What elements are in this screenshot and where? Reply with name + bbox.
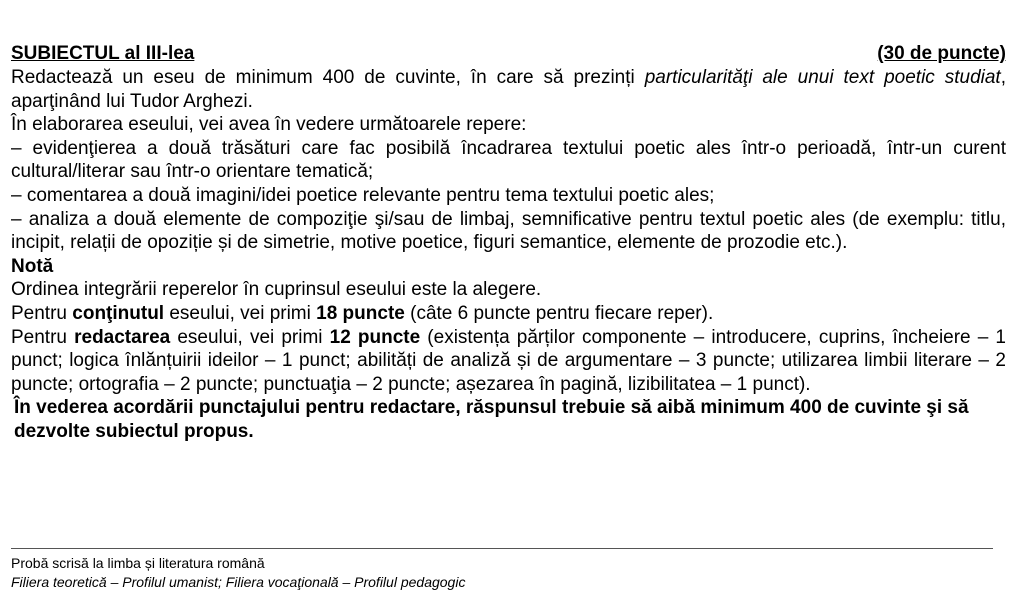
writing-scoring-points: 12 puncte xyxy=(329,326,421,348)
subject-points: (30 de puncte) xyxy=(877,43,1006,64)
page-footer xyxy=(11,548,993,592)
final-requirement: În vederea acordării punctajului pentru redactare, răspunsul trebuie să aibă minimum 400 de cuvinte şi să dezvolte subiectul propus. xyxy=(14,397,969,442)
exam-subject-section xyxy=(11,42,1006,444)
task-paragraph xyxy=(11,66,1006,113)
footer-exam-name: Probă scrisă la limba și literatura română xyxy=(11,555,265,571)
task-text-start: Redactează un eseu de minimum 400 de cuvinte, în care să prezinți xyxy=(11,67,645,88)
content-scoring-text: (câte 6 puncte pentru fiecare reper). xyxy=(404,302,714,324)
footer-divider xyxy=(11,548,993,549)
content-scoring-text: Pentru xyxy=(11,302,73,324)
writing-scoring-text: eseului, vei primi xyxy=(170,326,330,348)
subject-title: SUBIECTUL al III-lea xyxy=(11,43,195,64)
writing-scoring xyxy=(11,326,1006,397)
guidelines-intro: În elaborarea eseului, vei avea în vedere următoarele repere: xyxy=(11,114,527,136)
task-text-emphasis: particularităţi ale unui text poetic studiat xyxy=(644,67,1001,88)
content-scoring-points: 18 puncte xyxy=(316,302,405,324)
writing-scoring-text: Pentru xyxy=(11,326,75,348)
writing-scoring-text: (existența părților componente – introducere, cuprins, încheiere – 1 punct; logica înlănțuirii ideilor – 1 punct; abilități de analiză și de argumentare – 3 puncte; utilizarea limbii literare – 2 puncte; ortografia – 2 puncte; punctuaţia – 2 puncte; așezarea în pagină, lizibilitatea – 1 punct). xyxy=(11,326,1006,395)
writing-scoring-keyword: redactarea xyxy=(74,326,171,348)
note-order: Ordinea integrării reperelor în cuprinsul eseului este la alegere. xyxy=(11,279,542,301)
subject-body xyxy=(11,66,1006,396)
guideline-item-1: – evidenţierea a două trăsături care fac posibilă încadrarea textului poetic ales într-o perioadă, într-un curent cultural/literar sau într-o orientare tematică; xyxy=(11,137,1006,183)
content-scoring xyxy=(11,302,1006,326)
content-scoring-text: eseului, vei primi xyxy=(164,302,317,324)
guideline-item-2: – comentarea a două imagini/idei poetice relevante pentru tema textului poetic ales; xyxy=(11,184,715,206)
task-text-end: , aparţinând lui Tudor Arghezi. xyxy=(11,67,1006,112)
content-scoring-keyword: conţinutul xyxy=(72,302,165,324)
note-title: Notă xyxy=(11,255,54,277)
footer-profile: Filiera teoretică – Profilul umanist; Filiera vocaţională – Profilul pedagogic xyxy=(11,574,466,590)
guideline-item-3: – analiza a două elemente de compoziţie şi/sau de limbaj, semnificative pentru textul poetic ales (de exemplu: titlu, incipit, relații de opoziție și de simetrie, motive poetice, figuri semantice, elemente de prozodie etc.). xyxy=(11,208,1006,254)
subject-heading xyxy=(11,42,1006,66)
